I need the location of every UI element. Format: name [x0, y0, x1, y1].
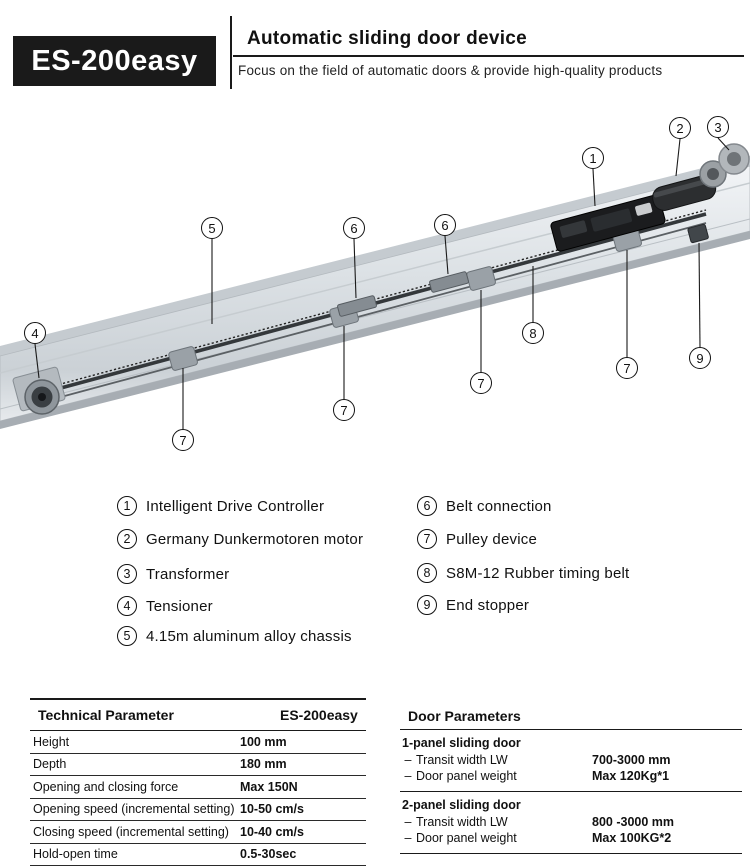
title-underline: [233, 55, 744, 57]
door-table-title: Door Parameters: [400, 702, 742, 730]
group-title: 2-panel sliding door: [402, 798, 521, 812]
param-value: Max 100KG*2: [592, 831, 672, 845]
table-row: [400, 768, 742, 784]
legend-item-3: [117, 564, 229, 584]
legend-label: End stopper: [446, 596, 530, 614]
param-label: Depth: [33, 757, 67, 772]
dash-bullet: –: [404, 769, 412, 783]
param-value: 700-3000 mm: [592, 753, 671, 767]
table-row: [30, 754, 366, 777]
door-table-group-1panel: [400, 730, 742, 792]
legend-label: 4.15m aluminum alloy chassis: [146, 627, 352, 645]
circled-number-icon: 2: [117, 529, 137, 549]
table-row: [30, 844, 366, 867]
group-title: 1-panel sliding door: [402, 736, 521, 750]
technical-parameter-table: [30, 698, 366, 866]
param-label: Transit width LW: [416, 815, 508, 829]
dash-bullet: –: [404, 815, 412, 829]
callout-6: 6: [434, 214, 456, 236]
circled-number-icon: 5: [117, 626, 137, 646]
dash-bullet: –: [404, 753, 412, 767]
table-row: [30, 799, 366, 822]
table-row: [30, 776, 366, 799]
table-row: [30, 731, 366, 754]
tech-table-col2-header: ES-200easy: [280, 707, 358, 723]
callout-7: 7: [333, 399, 355, 421]
param-label: Transit width LW: [416, 753, 508, 767]
legend-item-1: [117, 496, 324, 516]
dash-bullet: –: [404, 831, 412, 845]
param-label: Opening speed (incremental setting): [33, 802, 235, 817]
circled-number-icon: 1: [117, 496, 137, 516]
circled-number-icon: 9: [417, 595, 437, 615]
table-row: [400, 830, 742, 846]
param-value: 10-40 cm/s: [240, 824, 304, 839]
callout-1: 1: [582, 147, 604, 169]
legend-item-9: [417, 595, 529, 615]
legend-label: Intelligent Drive Controller: [146, 497, 325, 515]
param-value: Max 120Kg*1: [592, 769, 670, 783]
param-label: Opening and closing force: [33, 779, 179, 794]
param-value: 100 mm: [240, 734, 287, 749]
header-vertical-divider: [230, 16, 232, 89]
legend-label: Germany Dunkermotoren motor: [146, 530, 364, 548]
callout-7: 7: [172, 429, 194, 451]
transformer: [719, 144, 749, 174]
legend-label: S8M-12 Rubber timing belt: [446, 564, 630, 582]
table-row: [400, 752, 742, 768]
circled-number-icon: 7: [417, 529, 437, 549]
device-diagram: [0, 110, 750, 470]
param-label: Hold-open time: [33, 847, 118, 862]
door-parameters-table: [400, 702, 742, 854]
param-value: 800 -3000 mm: [592, 815, 675, 829]
legend-item-7: [417, 529, 537, 549]
param-label: Door panel weight: [416, 831, 517, 845]
tech-table-col1-header: Technical Parameter: [38, 707, 174, 723]
legend-item-8: [417, 563, 629, 583]
param-label: Door panel weight: [416, 769, 517, 783]
product-model-badge: ES-200easy: [13, 36, 216, 86]
callout-5: 5: [201, 217, 223, 239]
callout-7: 7: [616, 357, 638, 379]
table-row: [400, 814, 742, 830]
callout-6: 6: [343, 217, 365, 239]
param-value: 10-50 cm/s: [240, 802, 304, 817]
circled-number-icon: 4: [117, 596, 137, 616]
legend-item-6: [417, 496, 552, 516]
param-value: 0.5-30sec: [240, 847, 297, 862]
callout-3: 3: [707, 116, 729, 138]
param-label: Closing speed (incremental setting): [33, 824, 229, 839]
page-title: Automatic sliding door device: [247, 28, 528, 49]
callout-8: 8: [522, 322, 544, 344]
aluminum-chassis-rail: [0, 156, 750, 429]
tech-table-header: [30, 698, 366, 731]
legend-label: Transformer: [146, 565, 230, 583]
circled-number-icon: 8: [417, 563, 437, 583]
table-row: [30, 821, 366, 844]
circled-number-icon: 6: [417, 496, 437, 516]
param-label: Height: [33, 734, 70, 749]
callout-2: 2: [669, 117, 691, 139]
callout-4: 4: [24, 322, 46, 344]
callout-7: 7: [470, 372, 492, 394]
device-illustration: [0, 110, 750, 470]
page-subtitle: Focus on the field of automatic doors & provide high-quality products: [238, 63, 663, 78]
legend-item-2: [117, 529, 363, 549]
legend-item-5: [117, 626, 352, 646]
param-value: 180 mm: [240, 757, 287, 772]
param-value: Max 150N: [240, 779, 298, 794]
legend-label: Tensioner: [146, 597, 213, 615]
callout-9: 9: [689, 347, 711, 369]
legend-item-4: [117, 596, 213, 616]
legend-label: Pulley device: [446, 530, 537, 548]
legend-label: Belt connection: [446, 497, 552, 515]
circled-number-icon: 3: [117, 564, 137, 584]
door-table-group-2panel: [400, 792, 742, 854]
